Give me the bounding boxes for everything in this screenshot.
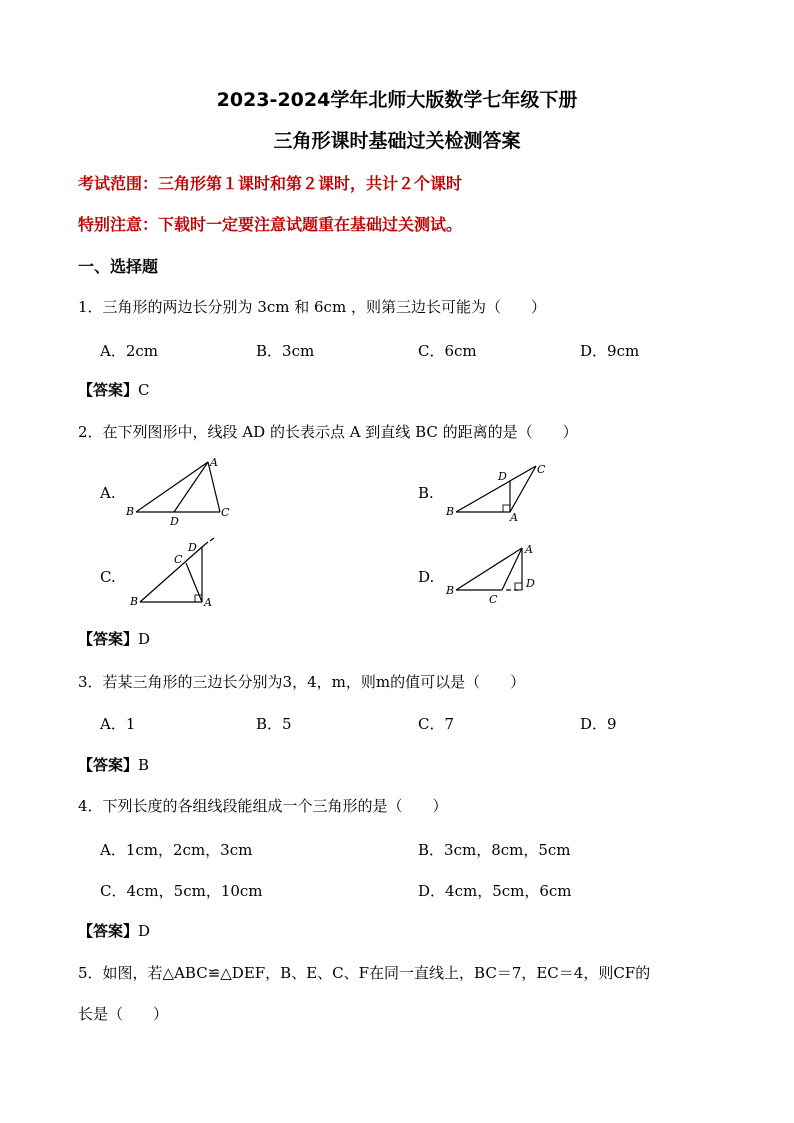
- figure-option-c: [128, 537, 228, 609]
- figure-b-label-c: C: [537, 463, 546, 476]
- answer-label: 【答案】: [78, 381, 139, 399]
- answer-label: 【答案】: [78, 630, 139, 648]
- question-4-option-a: A．1cm，2cm，3cm: [100, 841, 253, 859]
- figure-a-label-d: D: [170, 515, 179, 528]
- question-1-option-a: A．2cm: [100, 342, 159, 360]
- figure-a-label-c: C: [221, 506, 230, 519]
- figure-b-label-a: A: [510, 511, 518, 524]
- section-heading: 一、选择题: [78, 257, 159, 276]
- figure-c-label-c: C: [174, 553, 183, 566]
- question-4-option-c: C．4cm，5cm，10cm: [100, 882, 263, 900]
- answer-value: D: [138, 922, 151, 940]
- answer-value: B: [138, 756, 150, 774]
- question-5-stem-line-1: 5．如图，若△ABC≌△DEF，B、E、C、F在同一直线上，BC＝7，EC＝4，则CF的: [78, 964, 651, 982]
- figure-b-label-d: D: [498, 470, 507, 483]
- figure-option-a: [124, 454, 244, 529]
- question-3-answer: [78, 754, 149, 775]
- figure-a-label-a: A: [210, 456, 218, 469]
- question-2-option-b: B.: [418, 484, 434, 502]
- question-2-option-c: C.: [100, 568, 116, 586]
- question-3-option-d: D．9: [580, 715, 617, 733]
- figure-option-b: [444, 460, 554, 528]
- question-1-option-d: D．9cm: [580, 342, 640, 360]
- figure-c-label-b: B: [130, 595, 139, 608]
- document-title: 2023-2024学年北师大版数学七年级下册: [216, 89, 578, 111]
- question-5-stem-line-2: 长是（ ）: [78, 1005, 169, 1023]
- figure-d-label-b: B: [446, 584, 455, 597]
- question-3-stem: 3．若某三角形的三边长分别为3，4，m，则m的值可以是（ ）: [78, 673, 526, 691]
- question-4-option-d: D．4cm，5cm，6cm: [418, 882, 572, 900]
- exam-scope-note: 考试范围：三角形第１课时和第２课时，共计２个课时: [78, 174, 463, 193]
- document-subtitle: 三角形课时基础过关检测答案: [273, 130, 521, 152]
- figure-b-label-b: B: [446, 505, 455, 518]
- question-2-stem: 2．在下列图形中，线段 AD 的长表示点 A 到直线 BC 的距离的是（ ）: [78, 423, 578, 441]
- question-4-answer: [78, 920, 150, 941]
- figure-d-label-d: D: [526, 577, 535, 590]
- question-2-option-a: A.: [100, 484, 116, 502]
- question-1-option-c: C．6cm: [418, 342, 477, 360]
- answer-label: 【答案】: [78, 756, 139, 774]
- figure-c-label-d: D: [188, 541, 197, 554]
- question-4-option-b: B．3cm，8cm，5cm: [418, 841, 571, 859]
- figure-d-label-c: C: [489, 593, 498, 606]
- figure-a-label-b: B: [126, 505, 135, 518]
- question-1-stem: 1．三角形的两边长分别为 3cm 和 6cm ，则第三边长可能为（ ）: [78, 298, 546, 316]
- attention-note: 特别注意：下载时一定要注意试题重在基础过关测试。: [78, 215, 463, 234]
- question-4-stem: 4．下列长度的各组线段能组成一个三角形的是（ ）: [78, 797, 448, 815]
- question-2-answer: [78, 628, 150, 649]
- question-3-option-a: A．1: [100, 715, 136, 733]
- answer-value: D: [138, 630, 151, 648]
- question-1-option-b: B．3cm: [256, 342, 315, 360]
- figure-option-d: [444, 540, 554, 608]
- answer-label: 【答案】: [78, 922, 139, 940]
- figure-d-label-a: A: [525, 543, 533, 556]
- question-3-option-b: B．5: [256, 715, 292, 733]
- figure-c-label-a: A: [204, 596, 212, 609]
- question-3-option-c: C．7: [418, 715, 455, 733]
- question-2-option-d: D.: [418, 568, 435, 586]
- question-1-answer: [78, 379, 150, 400]
- answer-value: C: [138, 381, 150, 399]
